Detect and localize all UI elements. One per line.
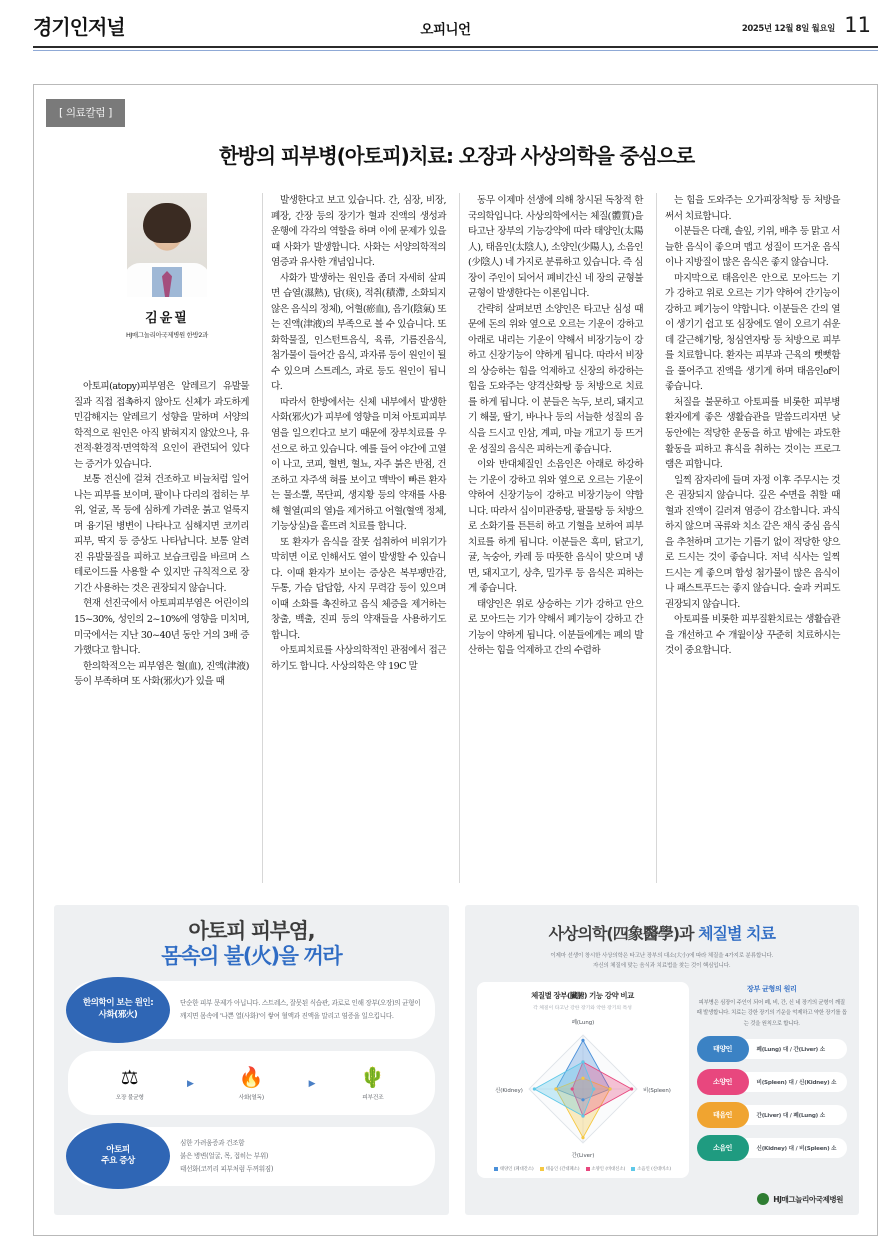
flow-arrow-icon: ▶: [186, 1078, 194, 1089]
constitution-badge: 소음인: [697, 1135, 749, 1161]
constitution-type-list: [697, 1036, 848, 1161]
constitution-badge: 태음인: [697, 1102, 749, 1128]
hospital-logo-text: HJ매그놀리아국제병원: [773, 1194, 843, 1204]
hospital-logo: [757, 1193, 843, 1205]
flow-arrow-icon: ▶: [308, 1078, 316, 1089]
section-name: 오피니언: [420, 22, 471, 38]
constitution-type-row: [697, 1135, 848, 1161]
article-headline: 한방의 피부병(아토피)치료: 오장과 사상의학을 중심으로: [219, 144, 694, 168]
body-paragraph: 따라서 한방에서는 신체 내부에서 발생한 사화(邪火)가 피부에 영향을 미쳐 아토피피부염을 일으킨다고 보기 때문에 장부치료를 우선으로 하고 있습니다. 예를 들어 야간에 고열이 나고, 코피, 혈변, 혈뇨, 자주 붉은 반점, 건조하고 자주색 혀를 보이고 맥박이 빠른 환자는 물소뿔, 목단피, 생지황 등의 약재를 사용해 혈열(피의 열)을 제거하고 어혈(혈액 정체, 기능상실)을 흩뜨려 치료를 합니다.: [271, 396, 446, 533]
legend-label: 소음인 (신대비소): [637, 1166, 672, 1172]
constitution-panel: [697, 982, 848, 1178]
body-paragraph: 한의학적으는 피부염은 혈(血), 진액(津液) 등이 부족하며 또 사화(邪火)가 있을 때: [74, 660, 249, 688]
author-name: 김윤필: [145, 311, 189, 326]
infographic-left: [54, 905, 449, 1215]
body-paragraph: 사화가 발생하는 원인을 좀더 자세히 살피면 습열(濕熱), 담(痰), 적취(積滯, 소화되지 않은 음식의 정체), 어혈(瘀血), 음기(陰氣) 또는 진액(津液)의 부족으로 볼 수 있습니다. 또 화학물질, 인스턴트음식, 육류, 기름진음식, 첨가물이 들어간 음식, 과자류 등이 원인이 될 수 있으며 스트레스, 과로 등도 원인이 됩니다.: [271, 272, 446, 393]
symptoms-card: [68, 1127, 435, 1187]
ig-left-title-line2: 몸속의 불(火)을 꺼라: [161, 943, 342, 968]
column-divider: [656, 193, 657, 883]
radar-point: [608, 1087, 611, 1090]
column-divider: [459, 193, 460, 883]
radar-axis-label: 신(Kidney): [494, 1087, 523, 1094]
radar-point: [630, 1087, 633, 1090]
body-paragraph: 현재 선진국에서 아토피피부염은 어린이의 15~30%, 성인의 2~10%에 영향을 미치며, 미국에서는 지난 30~40년 동안 거의 3배 증가했다고 합니다.: [74, 598, 249, 657]
page-number: 11: [844, 13, 871, 37]
cause-text: 단순한 피부 문제가 아닙니다. 스트레스, 잘못된 식습관, 과로로 인해 장부(오장)의 균형이 깨지면 몸속에 '나쁜 열(사화)'이 쌓여 혈액과 진액을 말리고 염증을 일으킵니다.: [180, 999, 421, 1020]
constitution-badge: 태양인: [697, 1036, 749, 1062]
constitution-description: 폐(Lung) 대 / 간(Liver) 소: [735, 1039, 848, 1059]
symptom-item: 태선화(코끼리 피부처럼 두꺼워짐): [180, 1164, 274, 1173]
body-paragraph: 태양인은 위로 상승하는 기가 강하고 안으로 모아드는 기가 약해서 폐기능이 강하고 간기능이 약하게 됩니다. 이분들에게는 폐의 발산하는 힘을 억제하고 간의 수렴하: [468, 598, 643, 657]
article-kicker: [ 의료칼럼 ]: [46, 99, 125, 127]
body-paragraph: 아토피치료를 사상의학적인 관점에서 접근하기도 합니다. 사상의학은 약 19C 말: [271, 645, 446, 672]
flow-step-1-label: 오장 불균형: [115, 1094, 144, 1101]
legend-item: [494, 1166, 534, 1172]
article-frame: [33, 84, 878, 1236]
subtitle-line2: 자신의 체질에 맞는 음식과 치료법을 찾는 것이 핵심입니다.: [592, 963, 731, 970]
cause-card: [68, 981, 435, 1039]
radar-axis-label: 비(Spleen): [642, 1087, 671, 1094]
body-column-1: [74, 193, 249, 883]
cause-badge: [66, 977, 170, 1043]
body-column-3: [468, 193, 643, 883]
radar-point: [592, 1087, 595, 1090]
body-paragraph: 아토피(atopy)피부염은 알레르기 유발물질과 직접 접촉하지 않아도 신체가 과도하게 민감해지는 알레르기 성향을 말하며 서양의학적으로 원인은 아직 밝혀지지 않았으나, 유전적·환경적·면역학적 요인이 관련되어 있다는 증거가 있습니다.: [74, 381, 249, 470]
body-paragraph: 또 환자가 음식을 잘못 섭취하여 비위기가 막히면 이로 인해서도 열이 발생할 수 있습니다. 이때 환자가 보이는 증상은 복부팽만감, 두통, 가슴 답답함, 사지 무력감 등이 있으며 이때 소화를 촉진하고 음식 체증을 제거하는 창출, 백출, 진피 등의 약재들을 사용하기도 합니다.: [271, 536, 446, 641]
flow-step-2-label: 사화(열독): [238, 1094, 264, 1101]
chart-legend: [483, 1166, 683, 1172]
author-affiliation: HJ매그놀리아국제병원 한방2과: [125, 331, 209, 339]
symptom-item: 심한 가려움증과 건조함: [180, 1138, 245, 1147]
radar-axis-label: 폐(Lung): [571, 1019, 594, 1026]
constitution-description: 비(Spleen) 대 / 신(Kidney) 소: [735, 1072, 848, 1092]
symptom-item: 붉은 병변(얼굴, 목, 접히는 부위): [180, 1151, 269, 1160]
legend-item: [631, 1166, 671, 1172]
body-paragraph: 마지막으로 태음인은 안으로 모아드는 기가 강하고 위로 오르는 기가 약하여 간기능이 강하고 폐기능이 약합니다. 이분들은 간의 열이 생기기 쉽고 또 심장에도 열이 오르기 쉬운데 갈근해기탕, 청심연자탕 등 처방으로 피부를 치료합니다. 환자는 피부과 근육의 뻣뻣함을 풀어주고 진액을 생기게 하며 태음인of이 좋습니다.: [665, 272, 840, 393]
infographic-right-title: [465, 905, 860, 944]
legend-label: 태음인 (간대폐소): [545, 1166, 580, 1172]
radar-point: [581, 1038, 584, 1041]
article-body: [74, 193, 839, 883]
body-paragraph: 이와 반대체질인 소음인은 아래로 하강하는 기운이 강하고 위와 옆으로 오르는 기운이 약하여 신장기능이 강하고 비장기능이 약합니다. 따라서 십이미관중탕, 팔물탕 등 처방으로 소화기를 튼튼히 하고 기혈을 보하여 피부치료를 하게 됩니다. 이분들은 흑미, 닭고기, 귤, 녹숭아, 카레 등 따뜻한 음식이 맞으며 냉면, 돼지고기, 상추, 밀가루 등 음식은 피하는 게 좋습니다.: [468, 459, 643, 595]
flow-card: [68, 1051, 435, 1115]
infographics-row: [54, 905, 859, 1215]
constitution-type-row: [697, 1069, 848, 1095]
masthead: [0, 0, 891, 52]
ig-right-title-accent: 체질별 치료: [698, 924, 775, 943]
radar-point: [570, 1087, 573, 1090]
body-paragraph: 동무 이제마 선생에 의해 창시된 독창적 한국의학입니다. 사상의학에서는 체질(體質)을 타고난 장부의 기능강약에 따라 태양인(太陽人), 태음인(太陰人), 소양인(少陽人), 소음인(少陰人) 네 가지로 분류하고 있습니다. 즉 심장이 주인이 되어서 폐비간신 네 장의 균형불균형이 발생한다는 이론입니다.: [468, 195, 643, 300]
cause-badge-line2: 사화(邪火): [98, 1009, 138, 1020]
flow-step-3-label: 피부건조: [362, 1094, 384, 1101]
body-column-2: [271, 193, 446, 883]
flow-step-2: [221, 1064, 281, 1101]
cause-badge-line1: 한의학이 보는 원인:: [82, 997, 154, 1008]
constitution-type-row: [697, 1036, 848, 1062]
radar-chart-card: [477, 982, 689, 1178]
radar-point: [581, 1136, 584, 1139]
column-divider: [262, 193, 263, 883]
body-column-4: [665, 193, 840, 883]
symptoms-badge: [66, 1123, 170, 1189]
infographic-right: [465, 905, 860, 1215]
body-paragraph: 간략히 살펴보면 소양인은 타고난 심성 때문에 돈의 위와 옆으로 오르는 기운이 강하고 아래로 내리는 기운이 약해서 비장기능이 강하고 신장기능이 약하게 됩니다. 따라서 비장의 상승하는 힘을 억제하고 신장의 하강하는 힘을 도와주는 양격산화탕 등 처방으로 치료를 하게 됩니다. 이 분들은 녹두, 보리, 돼지고기 해물, 딸기, 바나나 등의 서늘한 성질의 음식을 드시고 인삼, 계피, 마늘 개고기 등 뜨거운 성질의 음식은 피하는게 좋습니다.: [468, 303, 643, 455]
ig-right-title-main: 사상의학(四象醫學)과: [548, 924, 699, 943]
radar-point: [581, 1098, 584, 1101]
symptoms-badge-line1: 아토피: [106, 1144, 130, 1155]
legend-swatch: [540, 1167, 544, 1171]
ig-left-title-line1: 아토피 피부염,: [188, 919, 315, 943]
legend-label: 태양인 (폐대간소): [499, 1166, 534, 1172]
constitution-description: 간(Liver) 대 / 폐(Lung) 소: [735, 1105, 848, 1125]
body-paragraph: 발생한다고 보고 있습니다. 간, 심장, 비장, 폐장, 간장 등의 장기가 혈과 진액의 생성과 운행에 각각의 역할을 하며 이에 문제가 있을 때 사화가 발생합니다. 사화는 서양의학적의 염증과 유사한 개념입니다.: [271, 195, 446, 269]
cactus-icon: 🌵: [360, 1064, 386, 1089]
body-paragraph: 일찍 잠자리에 들며 자정 이후 주무시는 것은 권장되지 않습니다. 깊은 수면을 취할 때 혈과 진액이 길러져 염증이 감소합니다. 과식하지 않으며 곡류와 치소 같은 채식 중심 음식을 추천하며 고기는 기름기 없이 적당한 양으로 드시는 것이 좋습니다. 저녁 식사는 일찍 드시는 게 좋으며 합성 첨가물이 많은 음식이나 패스트푸드는 좋지 않습니다. 술과 커피도 권장되지 않습니다.: [665, 474, 840, 610]
radar-point: [554, 1087, 557, 1090]
legend-swatch: [586, 1167, 590, 1171]
infographic-right-subtitle: [465, 951, 860, 972]
masthead-rule-thin: [33, 50, 878, 51]
flow-step-3: [343, 1064, 403, 1101]
legend-swatch: [631, 1167, 635, 1171]
body-paragraph: 이분들은 다래, 솔잎, 키위, 배추 등 맑고 서늘한 음식이 좋으며 맵고 성질이 뜨거운 음식이나 지방질이 많은 음식은 좋지 않습니다.: [665, 226, 840, 269]
legend-label: 소양인 (비대신소): [591, 1166, 626, 1172]
body-paragraph: 보통 전신에 걸쳐 건조하고 비늘처럼 일어나는 피부를 보이며, 팔이나 다리의 접히는 부위, 얼굴, 목 등에 심하게 가려운 붉고 얼룩지며 융기된 병변이 나타나고 심해지면 코끼리피부, 딱지 등 증상도 나타납니다. 보통 알려진 유발물질을 피하고 보습크림을 바르며 스테로이드를 사용할 수 있지만 규칙적으로 장기간 사용하는 것은 권장되지 않습니다.: [74, 474, 249, 594]
body-paragraph: 는 힘을 도와주는 오가피장척탕 등 처방을 써서 치료합니다.: [665, 195, 840, 222]
legend-item: [586, 1166, 626, 1172]
ig-right-title: [549, 924, 775, 943]
masthead-rule-thick: [33, 46, 878, 48]
body-paragraph: 처질을 불문하고 아토피를 비롯한 피부병환자에게 좋은 생활습관을 말씀드리자면 낮 동안에는 적당한 운동을 하고 밤에는 과도한 활동을 피하고 휴식을 취하는 것이는 프로그램은 피합니다.: [665, 396, 840, 471]
radar-point: [581, 1060, 584, 1063]
principle-heading: 장부 균형의 원리: [746, 984, 797, 993]
radar-point: [532, 1087, 535, 1090]
flow-step-1: [100, 1064, 160, 1101]
dateline: 2025년 12월 8일 월요일: [741, 24, 835, 34]
subtitle-line1: 이제마 선생이 창시한 사상의학은 타고난 장부의 대소(大小)에 따라 체질을 4가지로 분류합니다.: [550, 953, 774, 959]
infographic-right-body: [465, 972, 860, 1178]
fire-icon: 🔥: [238, 1064, 264, 1089]
symptoms-list: [180, 1127, 283, 1187]
infographic-left-title: [54, 905, 449, 969]
constitution-description: 신(Kidney) 대 / 비(Spleen) 소: [735, 1138, 848, 1158]
publication-brand: 경기인저널: [33, 15, 125, 39]
legend-item: [540, 1166, 580, 1172]
balance-scale-icon: ⚖: [120, 1064, 139, 1089]
chart-subtitle: 각 체질이 타고난 강한 장기와 약한 장기의 특성: [533, 1005, 632, 1011]
constitution-type-row: [697, 1102, 848, 1128]
radar-axis-label: 간(Liver): [571, 1152, 594, 1159]
constitution-badge: 소양인: [697, 1069, 749, 1095]
principle-text: 피부병은 심장이 주인이 되어 폐, 비, 간, 신 네 장기의 균형이 깨질 때 발생합니다. 치료는 강한 장기의 기운을 억제하고 약한 장기를 돕는 것을 원칙으로 합니다.: [696, 999, 847, 1027]
chart-title: 체질별 장부(臟腑) 기능 강약 비교: [531, 990, 634, 1000]
legend-swatch: [494, 1167, 498, 1171]
hospital-logo-icon: [757, 1193, 769, 1205]
radar-chart: [483, 1013, 683, 1163]
body-paragraph: 아토피를 비롯한 피부질환치료는 생활습관을 개선하고 수 개월이상 꾸준히 치료하시는 것이 중요합니다.: [665, 614, 840, 657]
radar-point: [581, 1114, 584, 1117]
symptoms-badge-line2: 주요 증상: [101, 1156, 135, 1167]
radar-point: [581, 1076, 584, 1079]
